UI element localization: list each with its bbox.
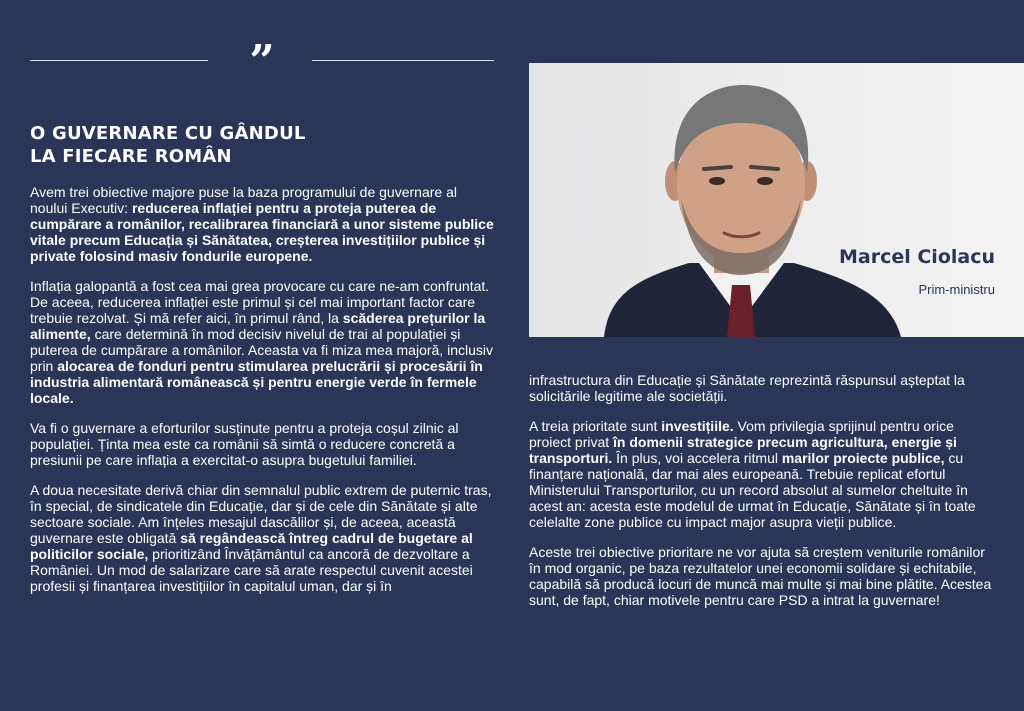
paragraph [30,420,498,468]
bold-text: să regândească întreg cadrul de bugetare al politicilor sociale, [30,530,473,562]
bold-text: în domenii strategice precum agricultura, energie și transporturi. [529,434,957,466]
bold-text: investițiile. [661,418,734,434]
top-rule-right [312,60,494,61]
text-run: În plus, voi accelera ritmul [612,450,782,466]
text-run: Va fi o guvernare a eforturilor susținute pentru a proteja coșul zilnic al populației. Ținta mea este ca românii să simtă o reducere concretă a presiunii pe care inflația a exercitat-o asupra bugetului familiei. [30,420,459,468]
paragraph [30,278,498,406]
quote-mark-icon: ” [249,36,275,87]
paragraph [30,482,498,594]
title-line-1: O GUVERNARE CU GÂNDUL [30,123,306,144]
paragraph [529,418,997,530]
text-run: A doua necesitate derivă chiar din semnalul public extrem de puternic tras, în special, de sindicatele din Educație, dar și de cele din Sănătate și alte sectoare sociale. Am înțeles mesajul dascălilor și, de aceea, această guvernare este obligată [30,482,492,546]
text-run: cu finanțare națională, dar mai ales europeană. Trebuie replicat efortul Ministerului Transporturilor, cu un record absolut al sumelor cheltuite în acest an: acesta este modelul de urmat în Educație, Sănătate și în toate celelalte zone publice cu impact major asupra vieții publice. [529,450,976,530]
paragraph [30,184,498,264]
text-run: Aceste trei obiective prioritare ne vor ajuta să creștem veniturile românilor în mod organic, pe baza rezultatelor unei economii solidare și echitabile, capabilă să producă locuri de muncă mai multe și mai bine plătite. Acestea sunt, de fapt, chiar motivele pentru care PSD a intrat la guvernare! [529,544,992,608]
bold-text: alocarea de fonduri pentru stimularea prelucrării și procesării în industria alimentară românească și pentru energie verde în fermele locale. [30,358,483,406]
paragraph [529,544,997,608]
top-rule-left [30,60,208,61]
portrait-photo [529,63,1024,337]
text-run: infrastructura din Educație și Sănătate reprezintă răspunsul așteptat la solicitările legitime ale societății. [529,372,965,404]
left-column [30,184,498,608]
bold-text: reducerea inflației pentru a proteja puterea de cumpărare a românilor, recalibrarea financiară a unor sisteme publice vitale precum Educația și Sănătatea, creșterea investițiilor publice și private folosind masiv fondurile europene. [30,200,494,264]
right-column [529,372,997,622]
bold-text: marilor proiecte publice, [781,450,945,466]
text-run: Vom privilegia sprijinul pentru orice proiect privat [529,418,954,450]
text-run: Inflația galopantă a fost cea mai grea provocare cu care ne-am confruntat. De aceea, reducerea inflației este primul și cel mai important factor care trebuie rezolvat. Și mă refer aici, în primul rând, la [30,278,490,326]
paragraph [529,372,997,404]
text-run: A treia prioritate sunt [529,418,662,434]
bold-text: scăderea prețurilor la alimente, [30,310,486,342]
person-role: Prim-ministru [918,282,995,297]
text-run: prioritizând Învățământul ca ancoră de dezvoltare a României. Un mod de salarizare care să arate respectul cuvenit acestei profesii și finanțarea investițiilor în capitalul uman, dar și în [30,546,473,594]
text-run: care determină în mod decisiv nivelul de trai al populației și puterea de cumpărare a românilor. Aceasta va fi miza mea majoră, inclusiv prin [30,326,493,374]
title-line-2: LA FIECARE ROMÂN [30,146,232,167]
text-run: Avem trei obiective majore puse la baza programului de guvernare al noului Executiv: [30,184,457,216]
person-name: Marcel Ciolacu [838,246,995,268]
article-title [30,122,490,168]
